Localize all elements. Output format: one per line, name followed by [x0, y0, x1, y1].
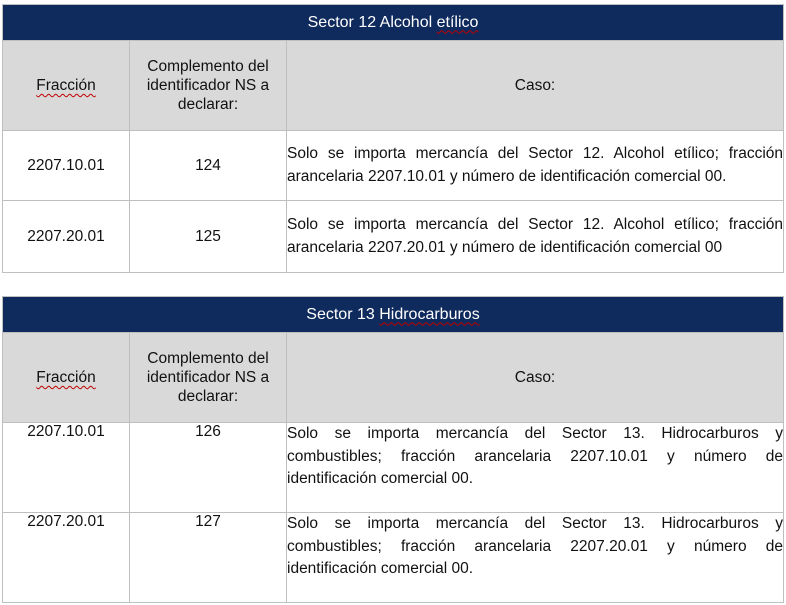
- table-row: [3, 423, 784, 513]
- cell-complemento: 125: [130, 201, 287, 273]
- cell-fraccion: 2207.20.01: [3, 513, 130, 603]
- title-text-flagged: Hidrocarburos: [379, 305, 480, 323]
- cell-complemento: 126: [130, 423, 287, 513]
- cell-caso: Solo se importa mercancía del Sector 12. Alcohol etílico; fracción arancelaria 2207.20.01 y número de identificación comercial 00: [287, 201, 784, 273]
- cell-complemento: 124: [130, 131, 287, 201]
- cell-complemento: 127: [130, 513, 287, 603]
- title-text: Sector 12 Alcohol: [307, 13, 437, 31]
- header-fraccion-label: Fracción: [36, 77, 96, 94]
- header-complemento: Complemento del identificador NS a declarar:: [130, 333, 287, 423]
- cell-fraccion: 2207.20.01: [3, 201, 130, 273]
- sector-13-table: [2, 296, 784, 603]
- cell-caso: Solo se importa mercancía del Sector 13. Hidrocarburos y combustibles; fracción arancelaria 2207.10.01 y número de identificación comercial 00.: [287, 423, 784, 513]
- title-text: Sector 13: [306, 305, 380, 323]
- sector-12-title: [3, 5, 784, 41]
- title-text-flagged: etílico: [436, 13, 479, 31]
- sector-13-title: [3, 297, 784, 333]
- header-complemento: Complemento del identificador NS a declarar:: [130, 41, 287, 131]
- cell-fraccion: 2207.10.01: [3, 131, 130, 201]
- header-fraccion-label: Fracción: [36, 369, 96, 386]
- table-row: [3, 513, 784, 603]
- table-row: [3, 201, 784, 273]
- table-row: [3, 131, 784, 201]
- header-caso: Caso:: [287, 41, 784, 131]
- header-fraccion: [3, 41, 130, 131]
- cell-caso: Solo se importa mercancía del Sector 13. Hidrocarburos y combustibles; fracción arancelaria 2207.20.01 y número de identificación comercial 00.: [287, 513, 784, 603]
- header-fraccion: [3, 333, 130, 423]
- header-caso: Caso:: [287, 333, 784, 423]
- cell-caso: Solo se importa mercancía del Sector 12. Alcohol etílico; fracción arancelaria 2207.10.01 y número de identificación comercial 00.: [287, 131, 784, 201]
- sector-12-table: [2, 4, 784, 273]
- cell-fraccion: 2207.10.01: [3, 423, 130, 513]
